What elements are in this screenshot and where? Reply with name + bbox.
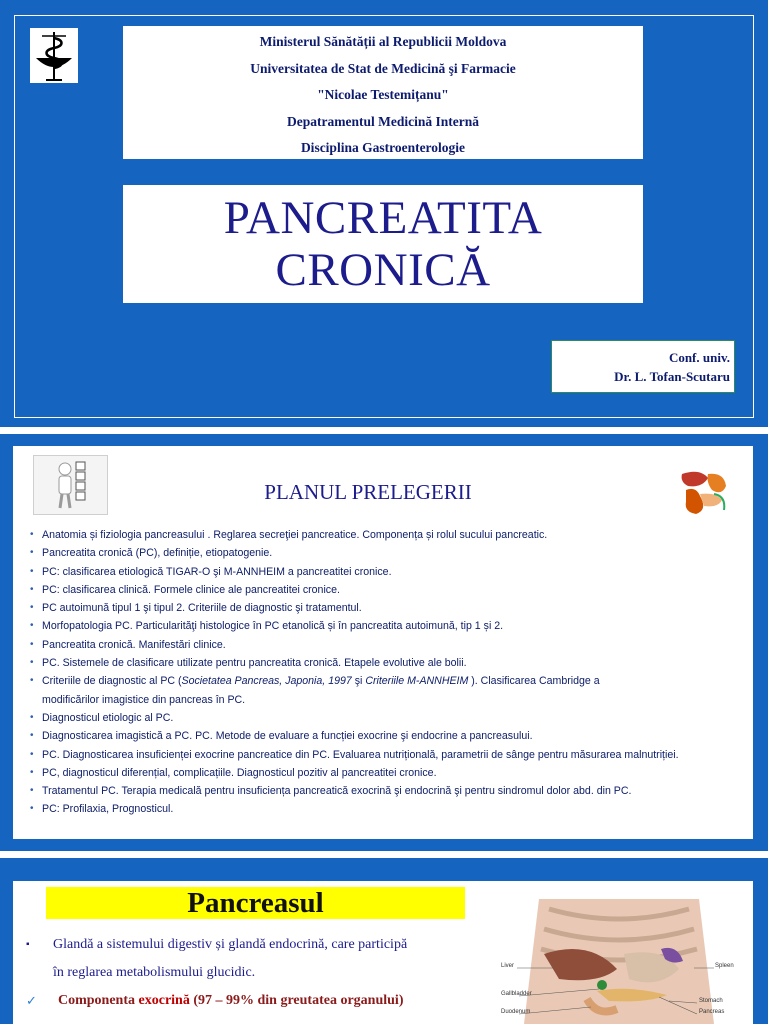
title-highlight [46, 887, 465, 919]
label-duodenum: Duodenum [501, 1009, 531, 1015]
institution-line: Disciplina Gastroenterologie [300, 140, 466, 155]
plan-list [30, 526, 746, 819]
slide-title-line2: CRONICĂ [275, 244, 491, 296]
bullet-line2: în reglarea metabolismului glucidic. [53, 965, 256, 980]
criteria-middle: şi [351, 675, 366, 688]
checklist-person-icon [33, 455, 108, 515]
plan-panel [13, 446, 753, 839]
label-pancreas: Pancreas [699, 1009, 725, 1015]
pancreas-title: Pancreasul [187, 887, 324, 919]
institution-line: Ministerul Sănătății al Republicii Moldova [259, 34, 507, 49]
author-name: Dr. L. Tofan-Scutaru [614, 369, 730, 384]
institution-line: "Nicolae Testemițanu" [317, 87, 449, 102]
criteria-line2: modificărilor imagistice din pancreas în PC. [42, 693, 246, 706]
list-item: • PC. Sistemele de clasificare utilizate pentru pancreatita cronică. Etapele evolutive ale bolii. [30, 654, 746, 672]
pancreas-panel [13, 881, 753, 1024]
author-title: Conf. univ. [668, 350, 730, 365]
plan-slide [0, 434, 768, 851]
list-item: • PC: clasificarea clinică. Formele clinice ale pancreatitei cronice. [30, 581, 746, 599]
institution-line: Universitatea de Stat de Medicină şi Farmacie [250, 60, 516, 76]
list-item: • Anatomia și fiziologia pancreasului . Reglarea secreţiei pancreatice. Componența și rolul sucului pancreatic. [30, 526, 746, 544]
bullet-dot-icon: ▪ [26, 939, 30, 950]
list-item: • PC: clasificarea etiologică TIGAR-O şi M-ANNHEIM a pancreatitei cronice. [30, 563, 746, 581]
exocrine-prefix: Componenta [58, 993, 139, 1008]
list-item: • Pancreatita cronică (PC), definiție, etiopatogenie. [30, 544, 746, 562]
list-item: • Pancreatita cronică. Manifestări clinice. [30, 636, 746, 654]
criteria-prefix: Criteriile de diagnostic al PC ( [42, 675, 182, 688]
institution-line: Depatramentul Medicină Internă [287, 113, 479, 129]
label-liver: Liver [501, 963, 515, 969]
list-item: • PC: Profilaxia, Prognosticul. [30, 800, 746, 818]
institution-box [123, 26, 643, 159]
criteria-italic2: Criteriile M-ANNHEIM [365, 675, 469, 688]
medical-bowl-serpent-icon [30, 28, 78, 83]
label-stomach: Stomach [699, 998, 723, 1004]
criteria-italic1: Societatea Pancreas, Japonia, 1997 [181, 675, 352, 688]
checkmark-icon: ✓ [26, 993, 37, 1008]
pancreas-slide [0, 858, 768, 1024]
list-item: • Diagnosticul etiologic al PC. [30, 709, 746, 727]
bullet-block [23, 931, 503, 1015]
title-slide [0, 0, 768, 427]
list-item-criteria [30, 672, 746, 709]
label-spleen: Spleen [715, 963, 734, 969]
list-item: • PC. Diagnosticarea insuficienței exocrine pancreatice din PC. Evaluarea nutrițională, parametrii de sânge pentru măsurarea malnutriției. [30, 746, 746, 764]
pancreas-organ-icon [678, 466, 730, 518]
label-gallbladder: Gallbladder [501, 991, 532, 997]
bullet-item [23, 931, 503, 987]
exocrine-suffix: (97 – 99% din greutatea organului) [189, 993, 404, 1008]
list-item: • Tratamentul PC. Terapia medicală pentru insuficiența pancreatică exocrină şi endocrină şi pentru sindromul dolor abd. din PC. [30, 782, 746, 800]
title-box [123, 185, 643, 303]
list-item: • Morfopatologia PC. Particularităţi histologice în PC etanolică și în pancreatita autoimună, tip 1 și 2. [30, 617, 746, 635]
list-item: • Diagnosticarea imagistică a PC. PC. Metode de evaluare a funcției exocrine şi endocrine a pancreasului. [30, 727, 746, 745]
slide-title-line1: PANCREATITA [223, 192, 543, 244]
bullet-line1: Glandă a sistemului digestiv și glandă endocrină, care participă [53, 937, 408, 952]
exocrine-red: exocrină [138, 993, 190, 1008]
plan-title: PLANUL PRELEGERII [264, 480, 472, 504]
list-item: • PC autoimună tipul 1 şi tipul 2. Criteriile de diagnostic şi tratamentul. [30, 599, 746, 617]
criteria-suffix: ). Clasificarea Cambridge a [468, 675, 600, 688]
anatomy-illustration [499, 899, 739, 1024]
list-item: • PC, diagnosticul diferențial, complicațiile. Diagnosticul pozitiv al pancreatitei cronice. [30, 764, 746, 782]
bullet-item-exocrine [23, 987, 503, 1015]
author-box [551, 340, 735, 393]
